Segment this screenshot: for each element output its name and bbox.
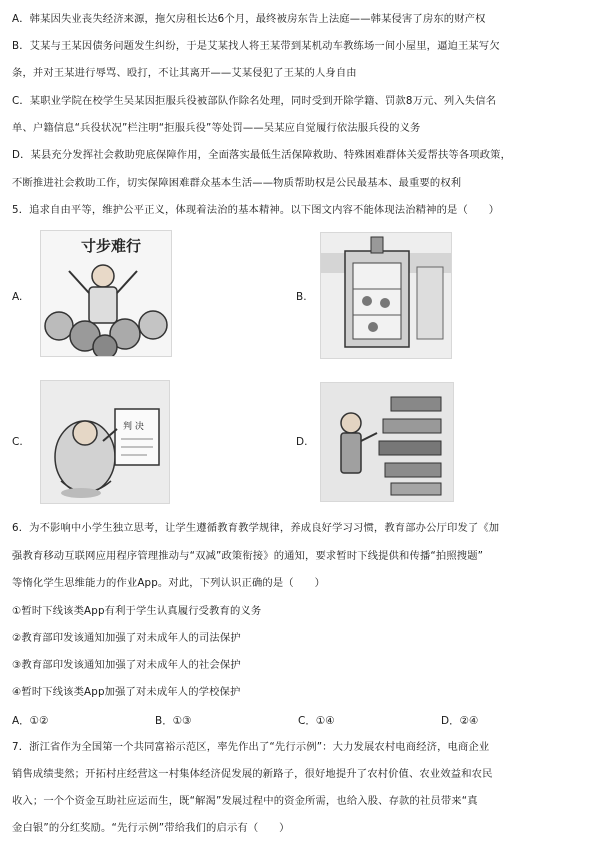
q4-option-b-line1: B．艾某与王某因债务问题发生纠纷，于是艾某找人将王某带到某机动车教练场一间小屋里，逼迫王某写欠 [12,40,500,52]
q5-figure-b [320,232,452,359]
q4-option-a: A．韩某因失业丧失经济来源，拖欠房租长达6个月，最终被房东告上法庭——韩某侵害了房东的财产权 [12,13,486,25]
q6-statement-2: ②教育部印发该通知加强了对未成年人的司法保护 [12,632,241,644]
q4-option-c-line2: 单、户籍信息“兵役状况”栏注明“拒服兵役”等处罚——吴某应自觉履行依法服兵役的义务 [12,122,421,134]
q4-option-b-line2: 条，并对王某进行辱骂、殴打，不让其离开——艾某侵犯了王某的人身自由 [12,67,357,79]
q4-option-d-line2: 不断推进社会救助工作，切实保障困难群众基本生活——物质帮助权是公民最基本、最重要的权利 [12,177,462,189]
q7-stem-line2: 销售成绩斐然；开拓村庄经营这一村集体经济促发展的新路子，很好地提升了农村价值、农业效益和农民 [12,768,493,780]
cartoon-crowd-image [41,231,171,356]
figure-a-caption: 寸步难行 [81,237,142,255]
q5-figure-d [320,382,454,502]
q4-option-d-line1: D．某县充分发挥社会救助兜底保障作用，全面落实最低生活保障救助、特殊困难群体关爱帮扶等各项政策， [12,149,512,161]
q7-stem-line4: 金白银”的分红奖励。“先行示例”带给我们的启示有（ ） [12,822,290,834]
q6-statement-1: ①暂时下线该类App有利于学生认真履行受教育的义务 [12,605,262,617]
q7-stem-line3: 收入；一个个资金互助社应运而生，既“解渴”发展过程中的资金所需，也给入股、存款的社员带来“真 [12,795,478,807]
cartoon-building-image [321,233,451,358]
q6-choice-a[interactable]: A．①② [12,715,49,727]
q6-stem-line3: 等惰化学生思维能力的作业App。对此，下列认识正确的是（ ） [12,577,326,589]
q6-choice-c[interactable]: C．①④ [298,715,335,727]
q6-choices [12,713,602,727]
cartoon-hands-image [321,383,453,501]
q6-statement-4: ④暂时下线该类App加强了对未成年人的学校保护 [12,686,241,698]
q5-stem: 5．追求自由平等，维护公平正义，体现着法治的基本精神。以下图文内容不能体现法治精神的是（ ） [12,204,500,216]
q6-choice-d[interactable]: D．②④ [441,715,479,727]
q5-figure-a [40,230,172,357]
q5-option-d-label: D. [296,436,308,448]
q5-figure-c [40,380,170,504]
q4-option-c-line1: C．某职业学院在校学生吴某因拒服兵役被部队作除名处理，同时受到开除学籍、罚款8万元、列入失信名 [12,95,497,107]
q5-option-c-label: C. [12,436,23,448]
cartoon-judgement-image [41,381,169,503]
q6-statement-3: ③教育部印发该通知加强了对未成年人的社会保护 [12,659,241,671]
q7-stem-line1: 7．浙江省作为全国第一个共同富裕示范区，率先作出了“先行示例”：大力发展农村电商经济，电商企业 [12,741,490,753]
q5-option-a-label: A. [12,291,23,303]
q6-choice-b[interactable]: B．①③ [155,715,192,727]
q6-stem-line1: 6．为不影响中小学生独立思考，让学生遵循教育教学规律，养成良好学习习惯，教育部办公厅印发了《加 [12,522,500,534]
figure-c-document-text: 判 决 [123,422,144,432]
q6-stem-line2: 强教育移动互联网应用程序管理推动与“双减”政策衔接》的通知，要求暂时下线提供和传播“拍照搜题” [12,550,484,562]
q5-option-b-label: B. [296,291,307,303]
